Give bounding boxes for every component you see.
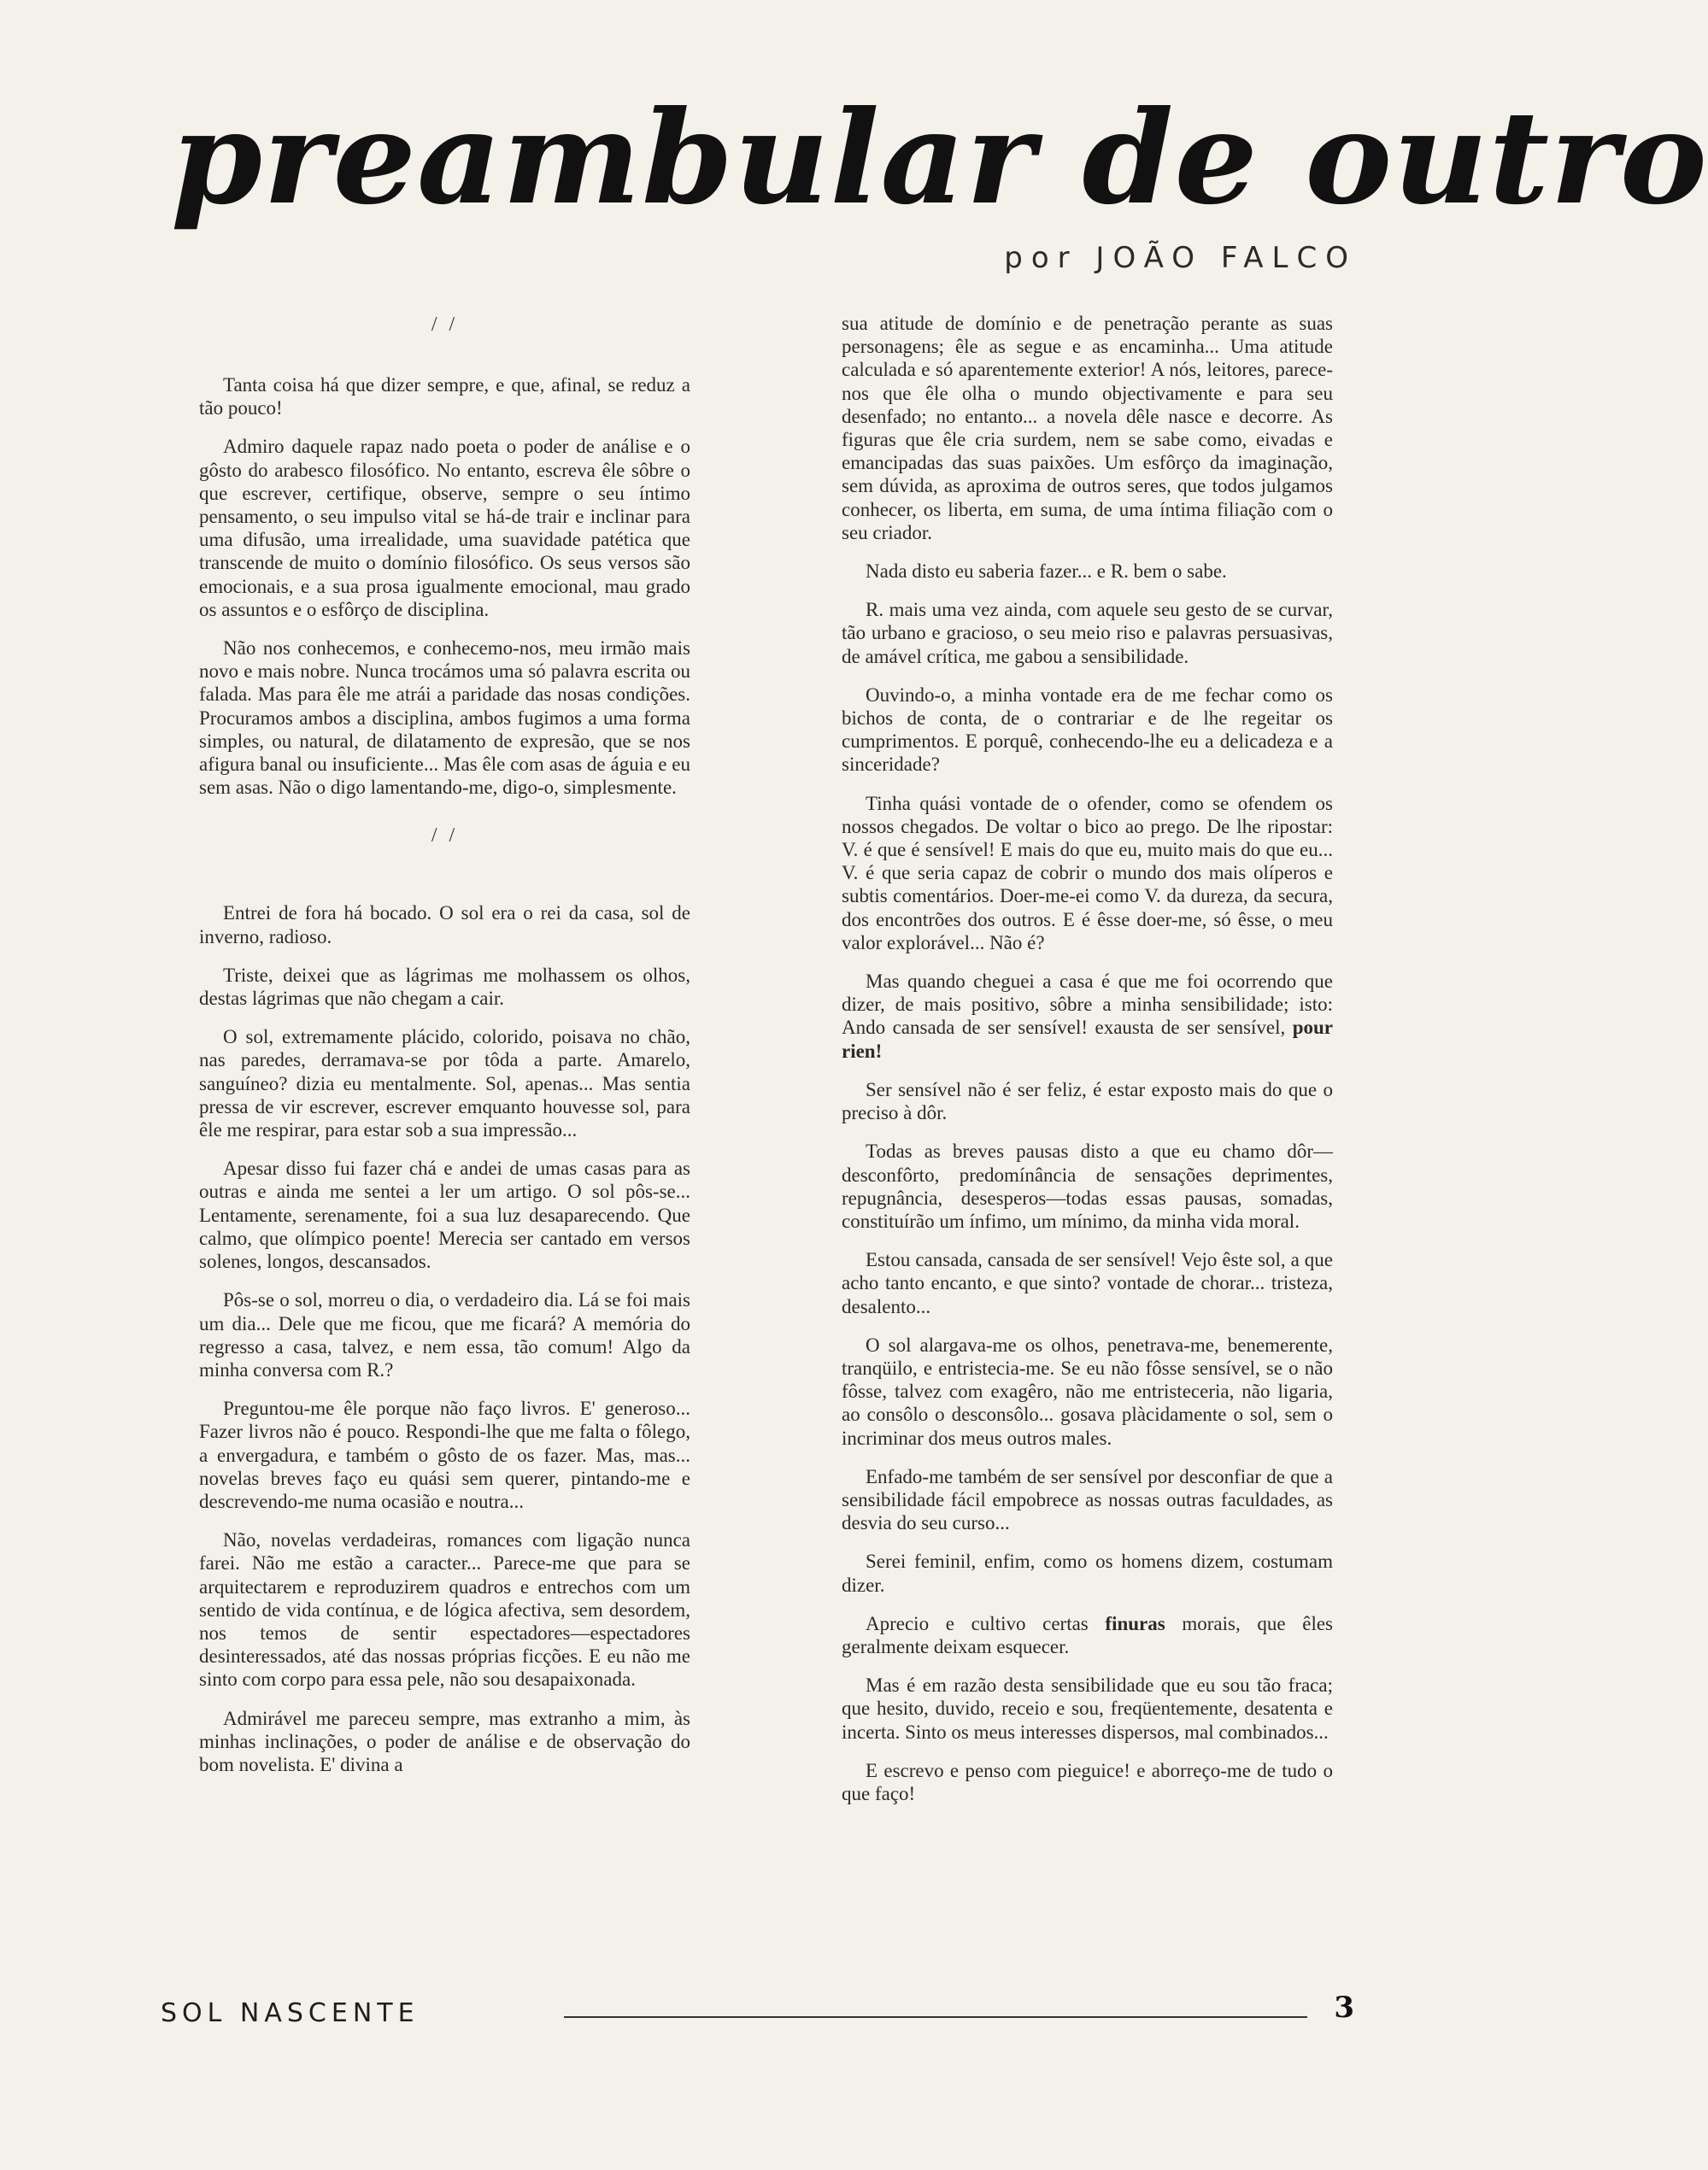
paragraph: Admiro daquele rapaz nado poeta o poder de análise e o gôsto do arabesco filosófico. No entanto, escreva êle sôbre o que escrever, certifique, observe, sempre o seu íntimo pensamento, o seu impulso vital se há-de trair e inclinar para uma difusão, uma irrealidade, uma suavidade patética que transcende de muito o domínio filosófico. Os seus versos são emocionais, e a sua prosa igualmente emocional, mau grado os assuntos e o esfôrço de disciplina. [199, 436, 690, 620]
paragraph: Ouvindo-o, a minha vontade era de me fechar como os bichos de conta, de o contrariar e de lhe regeitar os cumprimentos. E porquê, conhecendo-lhe eu a delicadeza e a sinceridade? [842, 683, 1333, 776]
paragraph: O sol, extremamente plácido, colorido, poisava no chão, nas paredes, derramava-se por tôda a parte. Amarelo, sanguíneo? dizia eu mentalmente. Sol, apenas... Mas sentia pressa de vir escrever, escrever emquanto houvesse sol, para êle me respirar, para estar sob a sua impressão... [199, 1026, 690, 1141]
paragraph: E escrevo e penso com pieguice! e aborreço-me de tudo o que faço! [842, 1759, 1333, 1804]
paragraph: Enfado-me também de ser sensível por desconfiar de que a sensibilidade fácil empobrece as nossas outras faculdades, as desvia do seu curso... [842, 1465, 1333, 1534]
paragraph [842, 1612, 1333, 1658]
paragraph: Mas é em razão desta sensibilidade que eu sou tão fraca; que hesito, duvido, receio e sou, freqüentemente, desatenta e incerta. Sinto os meus interesses dispersos, mal combinados... [842, 1674, 1333, 1743]
paragraph: Nada disto eu saberia fazer... e R. bem o sabe. [866, 560, 1227, 583]
paragraph [842, 970, 1333, 1063]
emphasis-text: pour rien! [842, 1017, 1333, 1062]
magazine-name: SOL NASCENTE [161, 1998, 420, 2028]
section-separator: / / [431, 314, 459, 336]
paragraph: Todas as breves pausas disto a que eu chamo dôr—desconfôrto, predomínância de sensações deprimentes, repugnância, desesperos—todas essas pausas, somadas, constituírão um ínfimo, um mínimo, da minha vida moral. [842, 1141, 1333, 1232]
footer-divider [564, 2016, 1307, 2018]
paragraph-text: Mas quando cheguei a casa é que me foi ocorrendo que dizer, de mais positivo, sôbre a minha sensibilidade; isto: Ando cansada de ser sensível! exausta de ser sensível, [842, 971, 1333, 1039]
paragraph: Triste, deixei que as lágrimas me molhassem os olhos, destas lágrimas que não chegam a cair. [199, 964, 690, 1010]
paragraph: R. mais uma vez ainda, com aquele seu gesto de se curvar, tão urbano e gracioso, o seu meio riso e palavras persuasivas, de amável crítica, me gabou a sensibilidade. [842, 599, 1333, 667]
paragraph: Entrei de fora há bocado. O sol era o rei da casa, sol de inverno, radioso. [199, 902, 690, 947]
paragraph-text: morais, que êles geralmente deixam esquecer. [842, 1612, 1333, 1657]
article-title: preambular de outro [171, 83, 1708, 233]
section-separator: / / [431, 824, 459, 847]
paragraph: Admirável me pareceu sempre, mas extranho a mim, às minhas inclinações, o poder de análise e de observação do bom novelista. E' divina a [199, 1707, 690, 1775]
left-column [199, 312, 690, 2020]
paragraph: Tinha quási vontade de o ofender, como se ofendem os nossos chegados. De voltar o bico ao prego. De lhe ripostar: V. é que é sensível! E mais do que eu, muito mais do que eu... V. é que seria capaz de cobrir o mundo dos mais olíperos e subtis comentários. Doer-me-ei como V. da dureza, da secura, dos encontrões dos outros. E é êsse doer-me, só êsse, o meu valor explorável... Não é? [842, 792, 1333, 953]
page-number: 3 [1334, 1991, 1354, 2025]
paragraph: Serei feminil, enfim, como os homens dizem, costumam dizer. [842, 1551, 1333, 1596]
paragraph-text: Aprecio e cultivo certas [866, 1612, 1089, 1634]
paragraph: O sol alargava-me os olhos, penetrava-me, benemerente, tranqüilo, e entristecia-me. Se eu não fôsse sensível, se o não fôsse, talvez com exagêro, não me entristeceria, não ligaria, ao consôlo o desconsôlo... gosava plàcidamente o sol, sem o incriminar dos meus outros males. [842, 1334, 1333, 1449]
paragraph: Apesar disso fui fazer chá e andei de umas casas para as outras e ainda me sentei a ler um artigo. O sol pôs-se... Lentamente, serenamente, foi a sua luz desaparecendo. Que calmo, que olímpico poente! Merecia ser cantado em versos solenes, longos, descansados. [199, 1158, 690, 1273]
paragraph: Não, novelas verdadeiras, romances com ligação nunca farei. Não me estão a caracter... Parece-me que para se arquitectarem e reproduzirem quadros e entrechos com um sentido de vida contínua, e de lógica afectiva, sem desordem, nos temos de sentir espectadores—espectadores desinteressados, até das nossas próprias ficções. E eu não me sinto com corpo para essa pele, não sou desapaixonada. [199, 1529, 690, 1691]
paragraph: Estou cansada, cansada de ser sensível! Vejo êste sol, a que acho tanto encanto, e que sinto? vontade de chorar... tristeza, desalento... [842, 1249, 1333, 1317]
article-byline: por JOÃO FALCO [1004, 241, 1357, 275]
paragraph: Tanta coisa há que dizer sempre, e que, afinal, se reduz a tão pouco! [199, 374, 690, 419]
paragraph: Não nos conhecemos, e conhecemo-nos, meu irmão mais novo e mais nobre. Nunca trocámos uma só palavra escrita ou falada. Mas para êle me atrái a paridade das nosas condições. Procuramos ambos a disciplina, ambos fugimos a uma forma simples, ou natural, de dilatamento de expresão, que se nos afigura banal ou insuficiente... Mas êle com asas de águia e eu sem asas. Não o digo lamentando-me, digo-o, simplesmente. [199, 637, 690, 799]
emphasis-text: finuras [1105, 1612, 1165, 1634]
right-column [842, 312, 1333, 2020]
paragraph: Ser sensível não é ser feliz, é estar exposto mais do que o preciso à dôr. [842, 1078, 1333, 1124]
paragraph: Pôs-se o sol, morreu o dia, o verdadeiro dia. Lá se foi mais um dia... Dele que me ficou, que me ficará? A memória do regresso a casa, talvez, e nem essa, tão comum! Algo da minha conversa com R.? [199, 1289, 690, 1381]
paragraph: Preguntou-me êle porque não faço livros. E' generoso... Fazer livros não é pouco. Respondi-lhe que me falta o fôlego, a envergadura, e também o gôsto de os fazer. Mas, mas... novelas breves faço eu quási sem querer, pintando-me e descrevendo-me numa ocasião e noutra... [199, 1398, 690, 1512]
paragraph: sua atitude de domínio e de penetração perante as suas personagens; êle as segue e as encaminha... Uma atitude calculada e só aparentemente exterior! A nós, leitores, parece-nos que êle olha o mundo objectivamente e para seu desenfado; no entanto... a novela dêle nasce e decorre. As figuras que êle cria surdem, nem se sabe como, eivadas e emancipadas das suas paixões. Um esfôrço da imaginação, sem dúvida, as aproxima de outros seres, que todos julgamos conhecer, os liberta, em suma, de uma íntima filiação com o seu criador. [842, 313, 1333, 543]
